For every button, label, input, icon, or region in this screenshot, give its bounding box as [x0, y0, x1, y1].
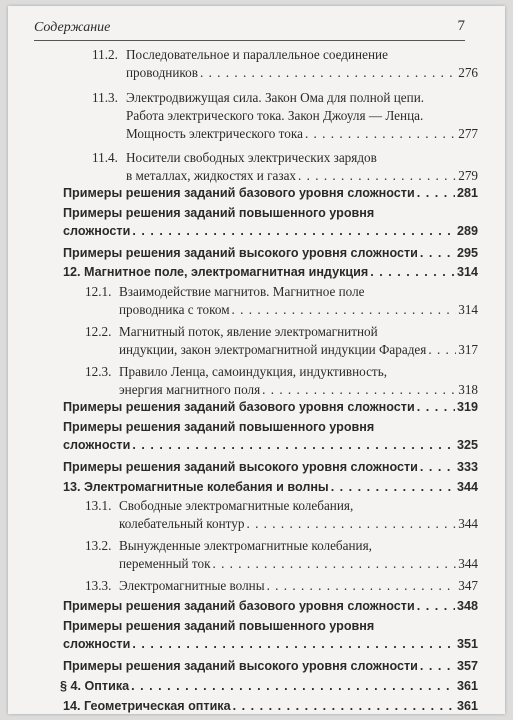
dot-leader [417, 398, 455, 416]
entry-title: колебательный контур [119, 516, 245, 531]
dot-leader [132, 436, 455, 454]
section-number: 12.1. [85, 284, 112, 299]
section-number: 13.2. [85, 538, 112, 553]
entry-title: проводников [126, 65, 198, 80]
entry-page-number: 289 [456, 224, 478, 238]
entry-text-line: Магнитный поток, явление электромагнитной [119, 324, 378, 339]
entry-title: проводника с током [119, 302, 230, 317]
toc-entry [63, 458, 478, 476]
toc-entry [85, 363, 478, 399]
dot-leader [232, 301, 457, 319]
entry-page-number: 277 [458, 126, 478, 141]
entry-title: Примеры решения заданий базового уровня сложности [63, 400, 415, 414]
section-number: 11.3. [92, 90, 118, 105]
dot-leader [132, 635, 455, 653]
toc-entry [63, 244, 478, 262]
dot-leader [212, 555, 456, 573]
header-title: Содержание [34, 20, 111, 35]
dot-leader [331, 478, 455, 496]
entry-text-line: Свободные электромагнитные колебания, [119, 498, 354, 513]
dot-leader [233, 697, 455, 715]
toc-entry [60, 677, 478, 695]
entry-text-line: Последовательное и параллельное соединение [126, 47, 388, 62]
dot-leader [132, 222, 455, 240]
section-number: 13.3. [85, 578, 112, 593]
entry-text-line: Вынужденные электромагнитные колебания, [119, 538, 372, 553]
toc-entry [63, 184, 478, 202]
toc-entry [63, 617, 478, 653]
entry-page-number: 344 [458, 516, 478, 531]
header-page-number: 7 [457, 18, 465, 34]
entry-page-number: 348 [456, 599, 478, 613]
section-number: 13.1. [85, 498, 112, 513]
entry-title: в металлах, жидкостях и газах [126, 168, 297, 183]
entry-page-number: 347 [458, 578, 478, 593]
entry-page-number: 344 [456, 480, 478, 494]
toc-entry [63, 398, 478, 416]
dot-leader [428, 341, 456, 359]
toc-entry [63, 263, 478, 281]
entry-page-number: 361 [456, 679, 478, 693]
toc-entry [63, 418, 478, 454]
entry-title: Примеры решения заданий высокого уровня сложности [63, 246, 418, 260]
entry-title: 14. Геометрическая оптика [63, 699, 231, 713]
section-number: 11.4. [92, 150, 118, 165]
toc-entry [92, 89, 478, 143]
toc-entry [92, 46, 478, 82]
toc-entry [85, 577, 478, 595]
toc-entry [85, 323, 478, 359]
entry-page-number: 279 [458, 168, 478, 183]
toc-entry [63, 597, 478, 615]
entry-page-number: 318 [458, 382, 478, 397]
toc-entry [63, 657, 478, 675]
dot-leader [246, 515, 456, 533]
entry-page-number: 361 [456, 699, 478, 713]
dot-leader [298, 167, 456, 185]
entry-page-number: 295 [456, 246, 478, 260]
dot-leader [420, 244, 455, 262]
entry-page-number: 319 [456, 400, 478, 414]
entry-title: индукции, закон электромагнитной индукции Фарадея [119, 342, 427, 357]
entry-title: 12. Магнитное поле, электромагнитная индукция [63, 265, 369, 279]
section-number: 12.2. [85, 324, 112, 339]
dot-leader [262, 381, 456, 399]
section-number: 12.3. [85, 364, 112, 379]
entry-title: переменный ток [119, 556, 211, 571]
entry-page-number: 317 [458, 342, 478, 357]
entry-text-line: Взаимодействие магнитов. Магнитное поле [119, 284, 365, 299]
table-of-contents [8, 6, 505, 714]
toc-entry [85, 283, 478, 319]
section-number: 11.2. [92, 47, 118, 62]
entry-page-number: 325 [456, 438, 478, 452]
entry-text-line: Носители свободных электрических зарядов [126, 150, 377, 165]
entry-text-line: Работа электрического тока. Закон Джоуля — Ленца. [126, 108, 424, 123]
entry-title: Примеры решения заданий высокого уровня сложности [63, 460, 418, 474]
entry-title: энергия магнитного поля [119, 382, 261, 397]
entry-title: Электромагнитные волны [119, 578, 265, 593]
dot-leader [200, 64, 456, 82]
entry-text-line: Примеры решения заданий повышенного уровня [63, 619, 375, 633]
dot-leader [417, 597, 455, 615]
entry-page-number: 333 [456, 460, 478, 474]
entry-page-number: 314 [456, 265, 478, 279]
dot-leader [370, 263, 455, 281]
entry-page-number: 314 [458, 302, 478, 317]
entry-page-number: 281 [456, 186, 478, 200]
entry-title: Примеры решения заданий базового уровня сложности [63, 599, 415, 613]
entry-title: Примеры решения заданий базового уровня сложности [63, 186, 415, 200]
toc-entry [85, 537, 478, 573]
entry-page-number: 351 [456, 637, 478, 651]
book-page [8, 6, 505, 714]
dot-leader [417, 184, 455, 202]
entry-title: 13. Электромагнитные колебания и волны [63, 480, 329, 494]
dot-leader [267, 577, 457, 595]
entry-title: сложности [63, 224, 131, 238]
dot-leader [420, 657, 455, 675]
dot-leader [305, 125, 456, 143]
entry-title: сложности [63, 438, 131, 452]
entry-text-line: Электродвижущая сила. Закон Ома для полной цепи. [126, 90, 425, 105]
entry-title: Примеры решения заданий высокого уровня сложности [63, 659, 418, 673]
toc-entry [85, 497, 478, 533]
entry-title: § 4. Оптика [60, 679, 130, 693]
entry-text-line: Примеры решения заданий повышенного уровня [63, 206, 375, 220]
entry-text-line: Правило Ленца, самоиндукция, индуктивность, [119, 364, 388, 379]
entry-page-number: 276 [458, 65, 478, 80]
entry-text-line: Примеры решения заданий повышенного уровня [63, 420, 375, 434]
entry-page-number: 344 [458, 556, 478, 571]
entry-title: сложности [63, 637, 131, 651]
toc-entry [63, 204, 478, 240]
dot-leader [420, 458, 455, 476]
dot-leader [131, 677, 455, 695]
entry-page-number: 357 [456, 659, 478, 673]
entry-title: Мощность электрического тока [126, 126, 303, 141]
toc-entry [63, 697, 478, 715]
toc-entry [63, 478, 478, 496]
toc-entry [92, 149, 478, 185]
